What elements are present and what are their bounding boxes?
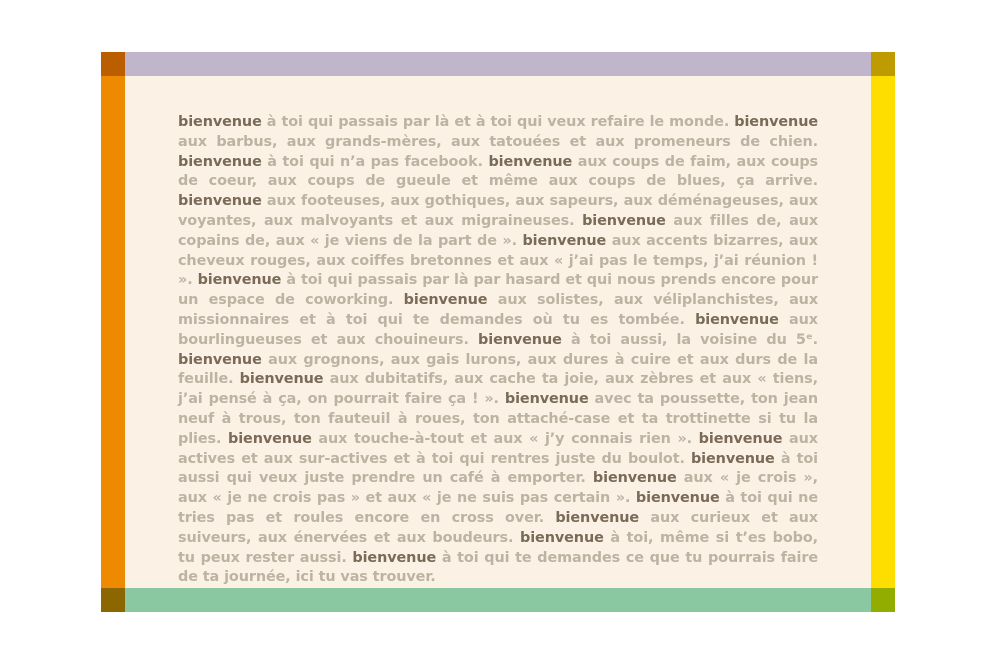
text-segment: avec ta poussette, ton jean neuf à trous, ton fauteuil à roues, ton attaché-case et ta trottinette si tu la plies. [178,391,818,447]
keyword-bienvenue: bienvenue [239,371,324,388]
keyword-bienvenue: bienvenue [504,391,589,408]
keyword-bienvenue: bienvenue [695,311,779,328]
keyword-bienvenue: bienvenue [520,529,604,546]
keyword-bienvenue: bienvenue [698,430,783,447]
text-segment: à toi qui te demandes ce que tu pourrais faire de ta journée, ici tu vas trouver. [178,549,818,586]
text-segment: aux filles de, aux copains de, aux « je viens de la part de ». [178,212,819,249]
text-segment: à toi aussi, la voisine du 5ᵉ. [561,331,818,348]
text-segment: à toi qui ne tries pas et roules encore en cross over. [178,490,818,526]
keyword-bienvenue: bienvenue [352,549,437,566]
text-segment: aux dubitatifs, aux cache ta joie, aux zèbres et aux « tiens, j’ai pensé à ça, on pourrait faire ça ! ». [178,371,818,408]
corner-bottom-right [871,588,895,612]
text-segment: aux touche-à-tout et aux « j’y connais rien ». [311,430,699,447]
keyword-bienvenue: bienvenue [555,509,640,526]
text-segment: aux solistes, aux véliplanchistes, aux missionnaires et à toi qui te demandes où tu es tombée. [178,292,819,328]
keyword-bienvenue: bienvenue [522,232,607,249]
keyword-bienvenue: bienvenue [635,490,720,507]
keyword-bienvenue: bienvenue [478,331,562,348]
keyword-bienvenue: bienvenue [178,114,262,130]
text-segment: aux coups de faim, aux coups de coeur, aux coups de gueule et même aux coups de blues, ça arrive. [178,153,819,190]
text-segment: à toi qui n’a pas facebook. [261,153,489,170]
text-segment: aux bourlingueuses et aux chouineurs. [178,311,818,348]
text-segment: à toi aussi qui veux juste prendre un café à emporter. [178,450,818,487]
keyword-bienvenue: bienvenue [228,430,312,447]
keyword-bienvenue: bienvenue [488,153,573,170]
keyword-bienvenue: bienvenue [178,351,262,368]
bottom-color-band [125,588,871,612]
text-segment: aux accents bizarres, aux cheveux rouges, aux coiffes bretonnes et aux « j’ai pas le temps, j’ai réunion ! ». [178,232,818,289]
keyword-bienvenue: bienvenue [734,114,818,130]
welcome-text-block [178,113,818,588]
text-segment: aux actives et aux sur-actives et à toi qui rentres juste du boulot. [178,430,818,467]
text-segment: à toi, même si t’es bobo, tu peux rester aussi. [178,529,818,566]
keyword-bienvenue: bienvenue [197,272,282,289]
text-segment: aux footeuses, aux gothiques, aux sapeurs, aux déménageuses, aux voyantes, aux malvoyants et aux migraineuses. [178,193,818,229]
text-segment: aux grognons, aux gais lurons, aux dures à cuire et aux durs de la feuille. [178,351,818,388]
keyword-bienvenue: bienvenue [403,292,488,309]
keyword-bienvenue: bienvenue [582,212,666,229]
corner-top-left [101,52,125,76]
text-segment: aux « je crois », aux « je ne crois pas » et aux « je ne suis pas certain ». [178,470,818,507]
text-segment: aux curieux et aux suiveurs, aux énervées et aux boudeurs. [178,509,818,546]
corner-top-right [871,52,895,76]
text-segment: à toi qui passais par là par hasard et qui nous prends encore pour un espace de coworking. [178,272,818,309]
keyword-bienvenue: bienvenue [592,470,677,487]
keyword-bienvenue: bienvenue [178,153,262,170]
right-color-band [871,76,895,588]
corner-bottom-left [101,588,125,612]
keyword-bienvenue: bienvenue [690,450,775,467]
top-color-band [125,52,871,76]
keyword-bienvenue: bienvenue [178,193,262,210]
left-color-band [101,76,125,588]
text-segment: aux barbus, aux grands-mères, aux tatouées et aux promeneurs de chien. [178,133,818,150]
text-segment: à toi qui passais par là et à toi qui veux refaire le monde. [261,114,735,130]
